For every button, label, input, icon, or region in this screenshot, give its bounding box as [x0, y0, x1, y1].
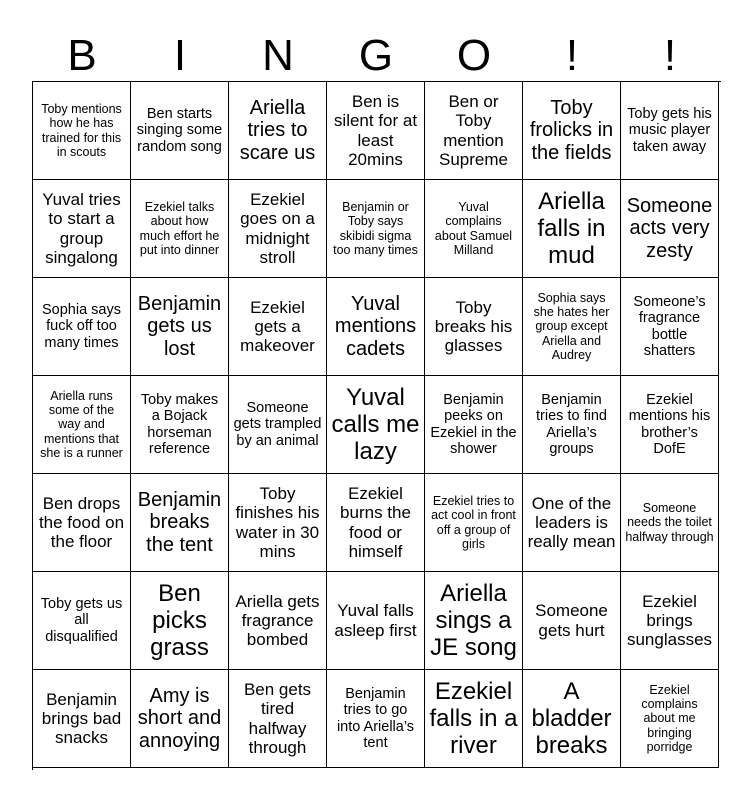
header-letter: N	[262, 31, 294, 80]
bingo-cell[interactable]	[229, 180, 327, 278]
bingo-cell-text: Ariella sings a JE song	[430, 579, 517, 662]
bingo-cell-text: Ben gets tired halfway through	[243, 680, 312, 757]
bingo-cell-text: Someone gets hurt	[535, 601, 608, 640]
bingo-cell-text: Toby mentions how he has trained for this in scouts	[41, 102, 122, 159]
bingo-cell-text: Someone needs the toilet halfway through	[625, 501, 714, 544]
bingo-cell[interactable]	[425, 82, 523, 180]
bingo-cell-text: Ariella tries to scare us	[239, 96, 316, 164]
bingo-cell-text: Ezekiel burns the food or himself	[340, 484, 411, 561]
bingo-cell[interactable]	[33, 82, 131, 180]
bingo-cell[interactable]	[621, 376, 719, 474]
bingo-header	[33, 30, 719, 82]
bingo-cell[interactable]	[33, 670, 131, 768]
bingo-cell[interactable]	[33, 474, 131, 572]
header-letter: O	[456, 31, 492, 80]
header-letter: B	[67, 31, 97, 80]
bingo-cell[interactable]	[523, 474, 621, 572]
bingo-cell-text: Benjamin tries to go into Ariella’s tent	[336, 685, 415, 751]
bingo-cell[interactable]	[33, 278, 131, 376]
bingo-cell-text: Toby gets us all disqualified	[40, 595, 123, 645]
bingo-cell-text: Ben starts singing some random song	[136, 105, 223, 155]
bingo-cell-text: One of the leaders is really mean	[527, 493, 616, 552]
bingo-cell[interactable]	[33, 572, 131, 670]
bingo-cell-text: Yuval falls asleep first	[334, 601, 417, 640]
bingo-cell-text: Ezekiel gets a makeover	[240, 297, 315, 356]
bingo-cell-text: Someone’s fragrance bottle shatters	[633, 293, 706, 359]
bingo-cell[interactable]	[523, 82, 621, 180]
bingo-cell[interactable]	[327, 474, 425, 572]
bingo-cell[interactable]	[425, 278, 523, 376]
bingo-cell-text: Yuval calls me lazy	[331, 383, 420, 466]
bingo-cell[interactable]	[229, 82, 327, 180]
bingo-cell-text: Ezekiel talks about how much effort he put into dinner	[139, 200, 220, 257]
bingo-cell[interactable]	[523, 376, 621, 474]
bingo-cell-text: Yuval complains about Samuel Milland	[434, 200, 513, 257]
bingo-cell-text: Ben is silent for at least 20mins	[333, 92, 418, 169]
bingo-cell[interactable]	[523, 278, 621, 376]
bingo-cell[interactable]	[523, 670, 621, 768]
bingo-board	[32, 81, 721, 770]
bingo-cell[interactable]	[327, 670, 425, 768]
bingo-cell[interactable]	[33, 376, 131, 474]
bingo-cell-text: Sophia says she hates her group except Ariella and Audrey	[533, 291, 610, 362]
bingo-cell[interactable]	[327, 278, 425, 376]
bingo-cell[interactable]	[327, 376, 425, 474]
bingo-cell[interactable]	[621, 180, 719, 278]
bingo-cell[interactable]	[621, 278, 719, 376]
bingo-cell[interactable]	[621, 670, 719, 768]
bingo-cell-text: Ezekiel goes on a midnight stroll	[240, 190, 315, 267]
header-letter: !	[663, 31, 677, 80]
bingo-cell[interactable]	[131, 474, 229, 572]
bingo-cell-text: Toby gets his music player taken away	[627, 105, 712, 155]
bingo-cell-text: Ariella runs some of the way and mentions that she is a runner	[40, 389, 123, 460]
bingo-cell-text: Yuval mentions cadets	[334, 292, 417, 360]
bingo-cell-text: Benjamin or Toby says skibidi sigma too many times	[333, 200, 418, 257]
bingo-cell-text: Ezekiel tries to act cool in front off a group of girls	[431, 494, 516, 551]
bingo-cell-text: Someone gets trampled by an animal	[233, 399, 322, 449]
bingo-cell[interactable]	[229, 278, 327, 376]
bingo-cell[interactable]	[425, 670, 523, 768]
bingo-cell[interactable]	[229, 670, 327, 768]
bingo-cell[interactable]	[229, 376, 327, 474]
bingo-cell[interactable]	[327, 180, 425, 278]
bingo-cell[interactable]	[523, 572, 621, 670]
bingo-cell-text: Benjamin gets us lost	[137, 292, 222, 360]
bingo-cell-text: Toby breaks his glasses	[434, 297, 513, 356]
bingo-cell-text: Ariella gets fragrance bombed	[235, 591, 320, 650]
bingo-cell[interactable]	[229, 474, 327, 572]
bingo-cell[interactable]	[131, 572, 229, 670]
bingo-cell[interactable]	[33, 180, 131, 278]
header-letter: !	[565, 31, 579, 80]
bingo-cell-text: Benjamin peeks on Ezekiel in the shower	[430, 391, 517, 457]
bingo-cell[interactable]	[621, 474, 719, 572]
bingo-cell-text: Ben drops the food on the floor	[38, 493, 125, 552]
bingo-cell-text: Someone acts very zesty	[626, 194, 713, 262]
bingo-cell[interactable]	[621, 82, 719, 180]
bingo-cell-text: Benjamin breaks the tent	[137, 488, 222, 556]
bingo-cell-text: Ezekiel brings sunglasses	[626, 591, 713, 650]
bingo-cell[interactable]	[131, 670, 229, 768]
bingo-cell[interactable]	[425, 180, 523, 278]
bingo-cell[interactable]	[425, 474, 523, 572]
bingo-cell[interactable]	[523, 180, 621, 278]
bingo-cell[interactable]	[131, 82, 229, 180]
bingo-cell-text: Amy is short and annoying	[137, 684, 222, 752]
bingo-cell[interactable]	[131, 376, 229, 474]
bingo-cell-text: Benjamin tries to find Ariella’s groups	[536, 391, 607, 457]
bingo-cell-text: Ariella falls in mud	[537, 187, 606, 270]
bingo-cell-text: A bladder breaks	[531, 677, 612, 760]
bingo-cell[interactable]	[327, 572, 425, 670]
bingo-cell[interactable]	[425, 376, 523, 474]
bingo-cell[interactable]	[131, 180, 229, 278]
bingo-cell[interactable]	[621, 572, 719, 670]
bingo-cell-text: Ben or Toby mention Supreme	[439, 92, 508, 169]
bingo-cell-text: Ezekiel falls in a river	[429, 677, 518, 760]
bingo-cell-text: Toby makes a Bojack horseman reference	[140, 391, 219, 457]
bingo-cell-text: Toby finishes his water in 30 mins	[235, 484, 320, 561]
header-letter: I	[173, 31, 187, 80]
header-letter: G	[358, 31, 394, 80]
bingo-cell-text: Benjamin brings bad snacks	[41, 689, 122, 748]
bingo-cell-text: Ben picks grass	[150, 579, 209, 662]
bingo-cell[interactable]	[229, 572, 327, 670]
bingo-cell-text: Toby frolicks in the fields	[529, 96, 614, 164]
bingo-cell[interactable]	[327, 82, 425, 180]
bingo-cell[interactable]	[131, 278, 229, 376]
bingo-cell-text: Yuval tries to start a group singalong	[42, 190, 121, 267]
bingo-cell[interactable]	[425, 572, 523, 670]
bingo-cell-text: Ezekiel mentions his brother’s DofE	[628, 391, 711, 457]
bingo-cell-text: Sophia says fuck off too many times	[42, 301, 121, 351]
bingo-cell-text: Ezekiel complains about me bringing porridge	[641, 683, 698, 754]
